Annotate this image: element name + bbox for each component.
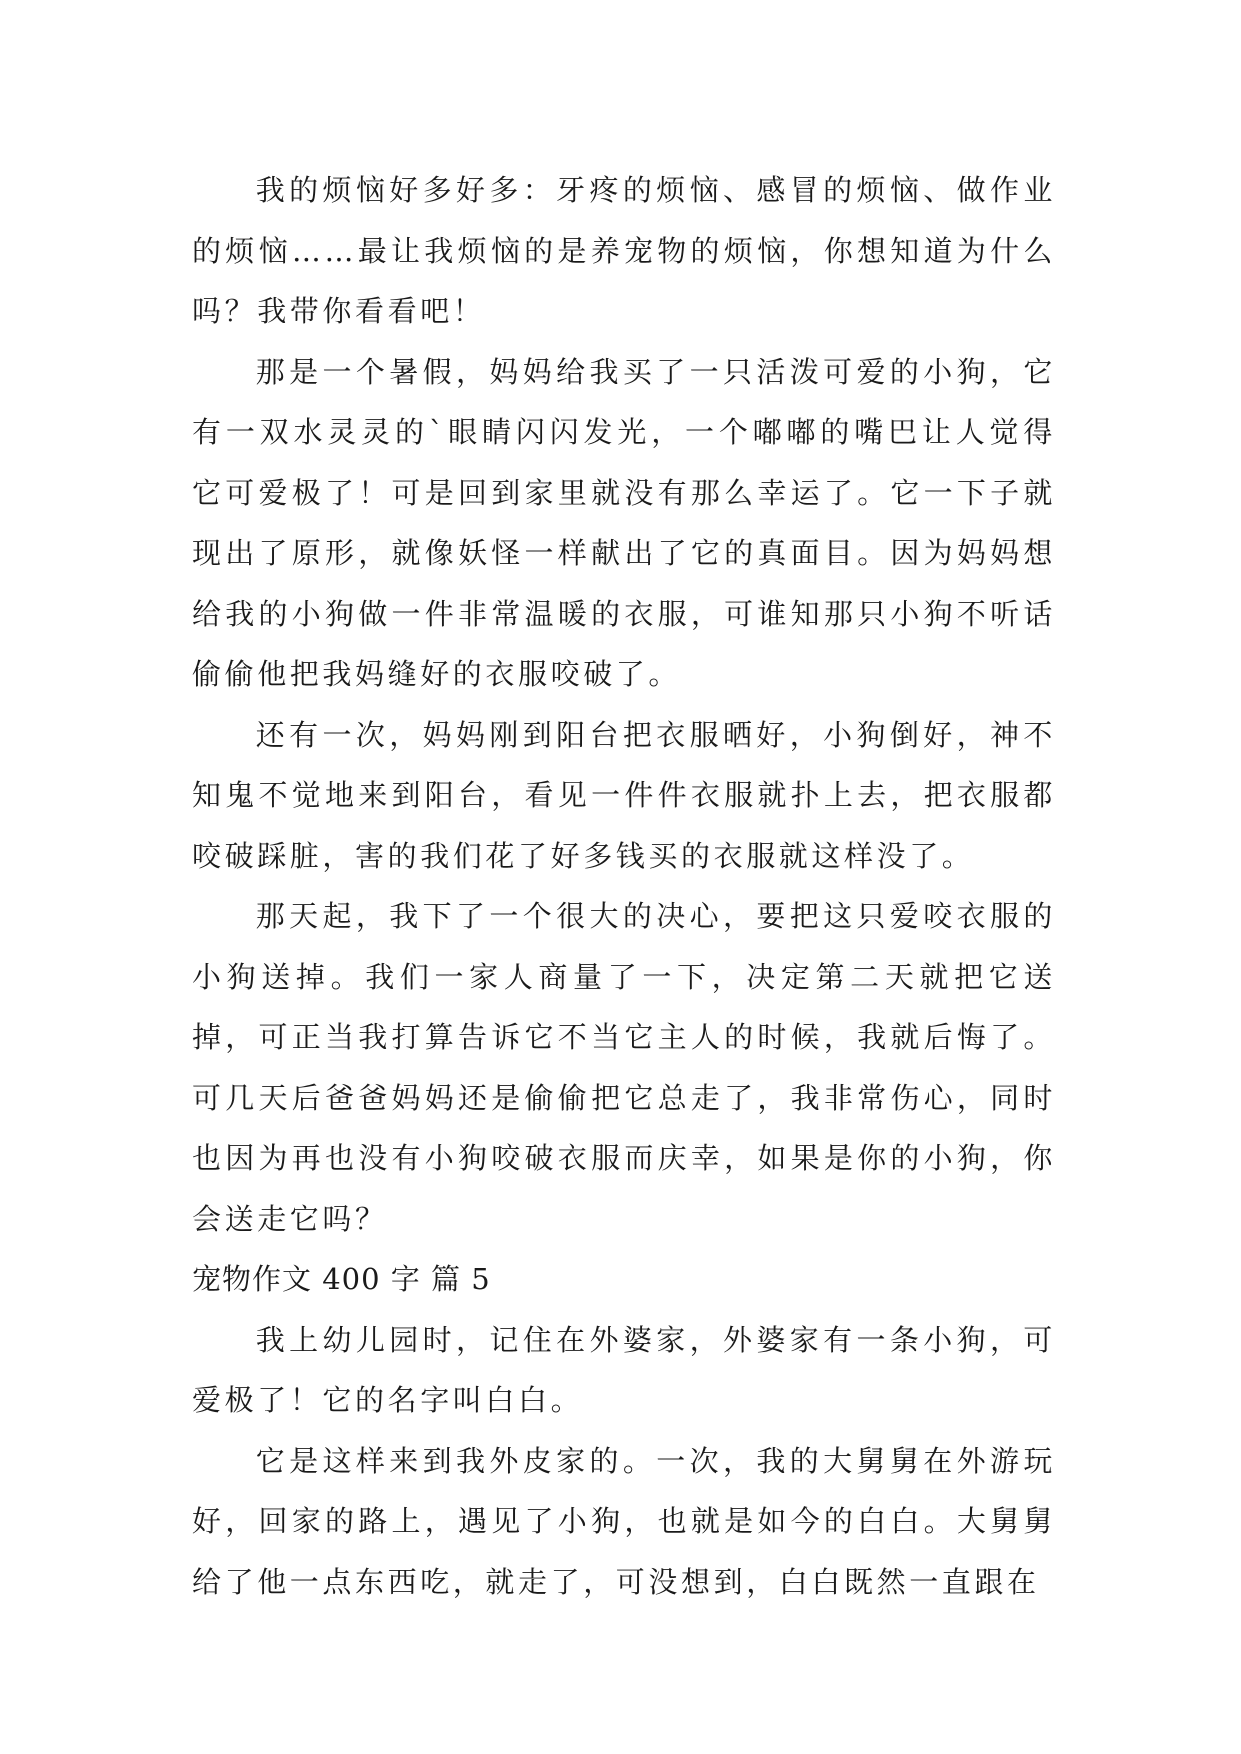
paragraph-kindergarten: 我上幼儿园时，记住在外婆家，外婆家有一条小狗，可爱极了！它的名字叫白白。 (192, 1322, 1056, 1417)
paragraph-balcony-clothes: 还有一次，妈妈刚到阳台把衣服晒好，小狗倒好，神不知鬼不觉地来到阳台，看见一件件衣服就扑上去，把衣服都咬破踩脏，害的我们花了好多钱买的衣服就这样没了。 (192, 717, 1056, 873)
paragraph-giving-away: 那天起，我下了一个很大的决心，要把这只爱咬衣服的小狗送掉。我们一家人商量了一下，决定第二天就把它送掉，可正当我打算告诉它不当它主人的时候，我就后悔了。可几天后爸爸妈妈还是偷偷把它总走了，我非常伤心，同时也因为再也没有小狗咬破衣服而庆幸，如果是你的小狗，你会送走它吗？ (192, 899, 1056, 1236)
section-heading: 宠物作文 400 字 篇 5 (192, 1262, 491, 1296)
paragraph-summer-puppy: 那是一个暑假，妈妈给我买了一只活泼可爱的小狗，它有一双水灵灵的`眼睛闪闪发光，一个嘟嘟的嘴巴让人觉得它可爱极了！可是回到家里就没有那么幸运了。它一下子就现出了原形，就像妖怪一样献出了它的真面目。因为妈妈想给我的小狗做一件非常温暖的衣服，可谁知那只小狗不听话偷偷他把我妈缝好的衣服咬破了。 (192, 354, 1056, 691)
paragraph-how-baibai-came: 它是这样来到我外皮家的。一次，我的大舅舅在外游玩好，回家的路上，遇见了小狗，也就是如今的白白。大舅舅给了他一点东西吃，就走了，可没想到，白白既然一直跟在 (192, 1443, 1056, 1599)
paragraph-troubles-intro: 我的烦恼好多好多：牙疼的烦恼、感冒的烦恼、做作业的烦恼……最让我烦恼的是养宠物的烦恼，你想知道为什么吗？我带你看看吧！ (192, 173, 1056, 328)
document-page (192, 160, 1056, 1612)
